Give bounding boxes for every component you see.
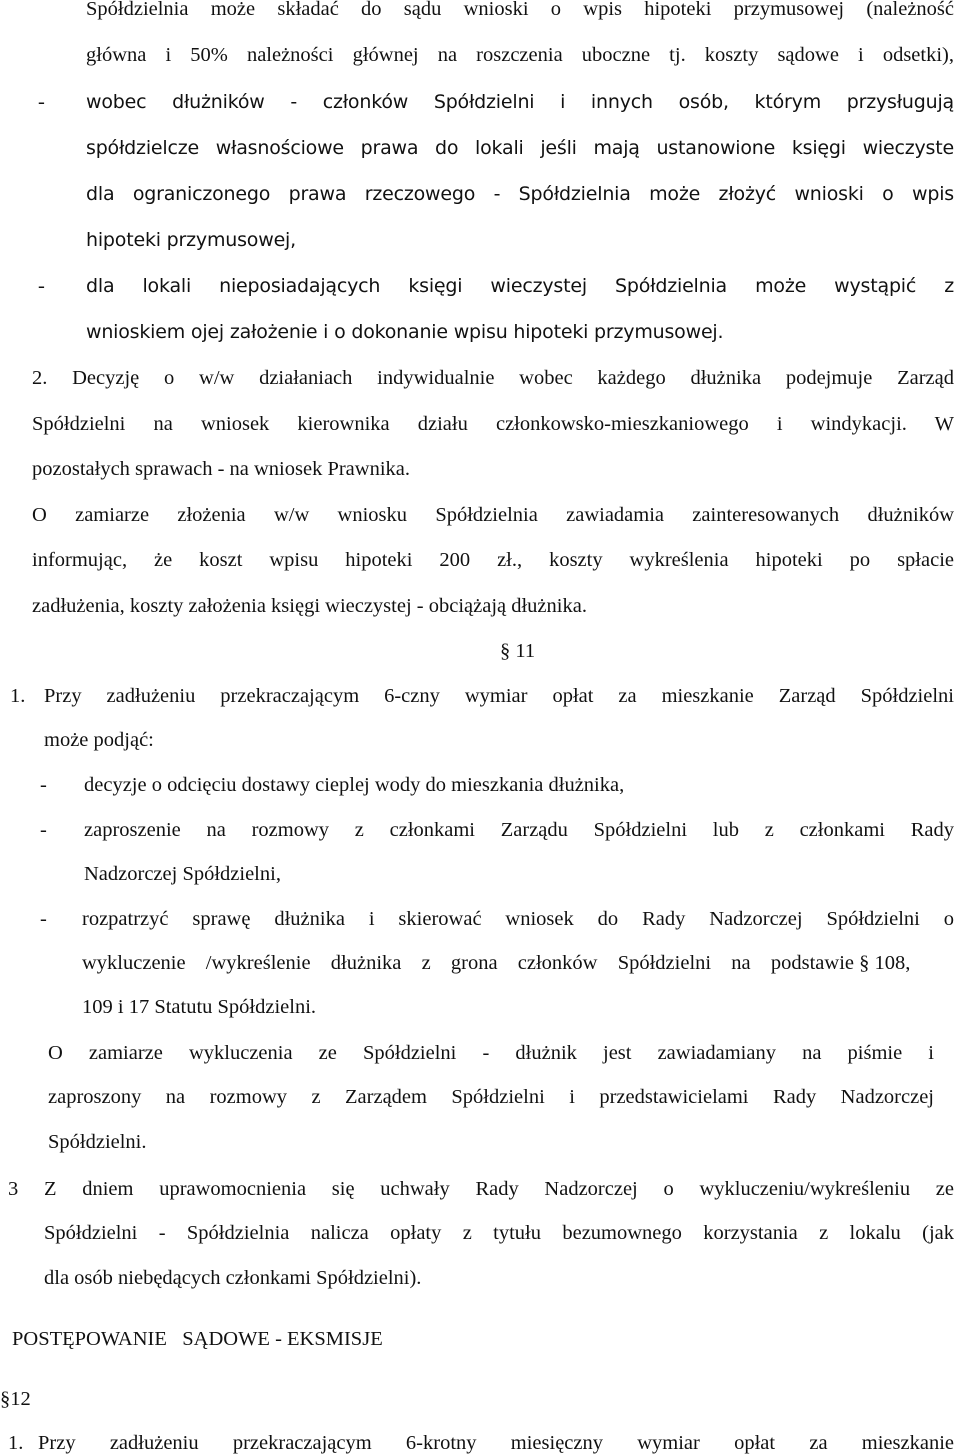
text-line: zaproszenie na rozmowy z członkami Zarządu Spółdzielni lub z członkami Rady	[84, 819, 954, 841]
text-line	[82, 950, 954, 976]
section-title: POSTĘPOWANIE SĄDOWE - EKSMISJE	[12, 1328, 383, 1350]
text-line: hipoteki przymusowej,	[86, 229, 296, 251]
text-line: Przy zadłużeniu przekraczającym 6-krotny miesięczny wymiar opłat za mieszkanie	[38, 1432, 954, 1454]
list-number: 3	[8, 1178, 19, 1200]
text-line: dla ograniczonego prawa rzeczowego - Spółdzielnia może złożyć wnioski o wpis	[86, 183, 954, 205]
text-line: wnioskiem ojej założenie i o dokonanie wpisu hipoteki przymusowej.	[86, 321, 724, 343]
text-line: wobec dłużników - członków Spółdzielni i innych osób, którym przysługują	[86, 91, 954, 113]
section-sign-icon: §	[859, 952, 870, 974]
text-line: pozostałych sprawach - na wniosek Prawnika.	[32, 458, 410, 480]
text-line: informując, że koszt wpisu hipoteki 200 zł., koszty wykreślenia hipoteki po spłacie	[32, 549, 954, 571]
text-line: 2. Decyzję o w/w działaniach indywidualnie wobec każdego dłużnika podejmuje Zarząd	[32, 367, 954, 389]
section-number: 11	[515, 640, 536, 662]
list-dash: -	[40, 774, 47, 796]
section-sign-icon: §	[0, 1388, 11, 1410]
text-line: O zamiarze złożenia w/w wniosku Spółdzielnia zawiadamia zainteresowanych dłużników	[32, 504, 954, 526]
text-line: może podjąć:	[44, 729, 154, 751]
text-line: Spółdzielni na wniosek kierownika działu członkowsko-mieszkaniowego i windykacji. W	[32, 413, 954, 435]
section-sign-icon: §	[500, 640, 511, 662]
text-line: zadłużenia, koszty założenia księgi wieczystej - obciążają dłużnika.	[32, 595, 587, 617]
list-number: 1.	[10, 685, 26, 707]
text-line: Spółdzielni - Spółdzielnia nalicza opłaty z tytułu bezumownego korzystania z lokalu (jak	[44, 1222, 954, 1244]
list-dash: -	[40, 819, 47, 841]
text-line-part: 108,	[874, 952, 911, 974]
list-dash: -	[38, 275, 45, 297]
text-line: Nadzorczej Spółdzielni,	[84, 863, 281, 885]
text-line: Spółdzielni.	[48, 1131, 147, 1153]
text-line: O zamiarze wykluczenia ze Spółdzielni - dłużnik jest zawiadamiany na piśmie i	[48, 1042, 934, 1064]
text-line-part: wykluczenie /wykreślenie dłużnika z grona członków Spółdzielni na podstawie	[82, 952, 854, 974]
section-number: 12	[10, 1388, 31, 1410]
text-line: spółdzielcze własnościowe prawa do lokali jeśli mają ustanowione księgi wieczyste	[86, 137, 954, 159]
text-line: Z dniem uprawomocnienia się uchwały Rady Nadzorczej o wykluczeniu/wykreśleniu ze	[44, 1178, 954, 1200]
text-line: 109 i 17 Statutu Spółdzielni.	[82, 996, 317, 1018]
list-number: 1.	[8, 1432, 24, 1454]
text-line: decyzje o odcięciu dostawy cieplej wody do mieszkania dłużnika,	[84, 774, 625, 796]
text-line: dla lokali nieposiadających księgi wieczystej Spółdzielnia może wystąpić z	[86, 275, 954, 297]
text-line: Przy zadłużeniu przekraczającym 6-czny wymiar opłat za mieszkanie Zarząd Spółdzielni	[44, 685, 954, 707]
list-dash: -	[38, 91, 45, 113]
text-line: Spółdzielnia może składać do sądu wnioski o wpis hipoteki przymusowej (należność	[86, 0, 954, 20]
text-line: zaproszony na rozmowy z Zarządem Spółdzielni i przedstawicielami Rady Nadzorczej	[48, 1086, 934, 1108]
list-dash: -	[40, 908, 47, 930]
text-line: główna i 50% należności głównej na roszczenia uboczne tj. koszty sądowe i odsetki),	[86, 44, 954, 66]
section-heading	[500, 638, 535, 664]
section-heading	[0, 1386, 31, 1412]
text-line: rozpatrzyć sprawę dłużnika i skierować wniosek do Rady Nadzorczej Spółdzielni o	[82, 908, 954, 930]
text-line: dla osób niebędących członkami Spółdzielni).	[44, 1267, 422, 1289]
